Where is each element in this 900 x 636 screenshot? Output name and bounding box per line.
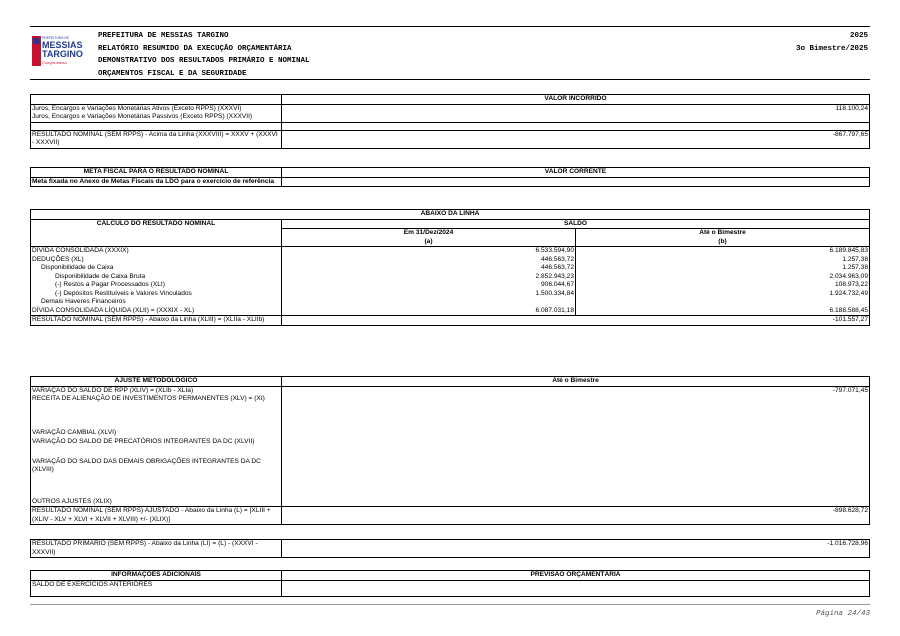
table-valor-incorrido (30, 94, 870, 149)
table-row: Disponibilidade de Caixa Bruta 2.852.943,23 2.034.963,09 (31, 273, 870, 282)
col-header-valor-incorrido: VALOR INCORRIDO (282, 95, 870, 105)
col-header-previsao: PREVISÃO ORÇAMENTÁRIA (282, 571, 870, 581)
table-row: (-) Depósitos Restituíveis e Valores Vinculados 1.500.334,84 1.924.732,49 (31, 290, 870, 299)
header-period-block (796, 30, 868, 55)
report-year: 2025 (849, 32, 868, 40)
table-abaixo-da-linha (30, 209, 870, 326)
table-informacoes-adicionais (30, 570, 870, 597)
total-row: RESULTADO PRIMÁRIO (SEM RPPS) - Abaixo da Linha (LI) = (L) - (XXXVI - XXXVII) -1.016.728,96 (32, 540, 868, 556)
report-period: 3o Bimestre/2025 (795, 44, 868, 53)
table-row: DEDUÇÕES (XL) 446.563,72 1.257,38 (32, 255, 868, 263)
table-row: RECEITA DE ALIENAÇÃO DE INVESTIMENTOS PERMANENTES (XLV) = (XI) (31, 395, 870, 429)
col-header-dez-2024: Em 31/Dez/2024 (a) (282, 229, 576, 247)
svg-text:PREFEITURA DE: PREFEITURA DE (42, 36, 69, 40)
municipality-name: PREFEITURA DE MESSIAS TARGINO (98, 32, 229, 40)
table-row: Juros, Encargos e Variações Monetárias Passivos (Exceto RPPS) (XXXVII) (31, 113, 870, 122)
svg-text:Compromisso: Compromisso (42, 60, 67, 65)
col-header-ate-bimestre-2: Até o Bimestre (282, 377, 870, 387)
col-header-valor-corrente: VALOR CORRENTE (282, 168, 870, 178)
total-row: RESULTADO NOMINAL (SEM RPPS) - Abaixo da Linha (XLIII) = (XLIIa - XLIIb) -101.557,27 (32, 316, 868, 323)
table-row: VARIAÇÃO DO SALDO DE PRECATÓRIOS INTEGRANTES DA DC (XLVII) (31, 438, 870, 458)
table-row: VARIAÇÃO CAMBIAL (XLVI) (31, 429, 870, 438)
section-title-abaixo: ABAIXO DA LINHA (31, 210, 870, 220)
table-row: (-) Restos a Pagar Processados (XLI) 906.044,67 108.973,22 (31, 281, 870, 290)
table-row: Meta fixada no Anexo de Metas Fiscais da LDO para o exercício de referência (31, 177, 870, 187)
col-header-saldo: SALDO (282, 219, 870, 229)
report-subtitle: DEMONSTRATIVO DOS RESULTADOS PRIMÁRIO E NOMINAL (98, 57, 310, 65)
header-title-block (98, 30, 310, 80)
col-header-meta-fiscal: META FISCAL PARA O RESULTADO NOMINAL (31, 168, 282, 178)
municipality-logo (32, 32, 83, 72)
table-row: SALDO DE EXERCÍCIOS ANTERIORES (31, 580, 870, 596)
total-row: RESULTADO NOMINAL (SEM RPPS) AJUSTADO - Abaixo da Linha (L) = [XLIII + (XLIV - XLV + XLVI + XLVII + XLVIII) +/- (XLIX)] -898.628,72 (32, 507, 868, 523)
report-title: RELATÓRIO RESUMIDO DA EXECUÇÃO ORÇAMENTÁRIA (98, 44, 292, 53)
table-row: VARIAÇÃO DO SALDO DAS DEMAIS OBRIGAÇÕES INTEGRANTES DA DC (XLVIII) (31, 458, 870, 498)
page-number: Página 24/43 (815, 610, 870, 618)
col-header-ajuste: AJUSTE METODOLÓGICO (31, 377, 282, 387)
table-row: OUTROS AJUSTES (XLIX) (31, 498, 870, 507)
report-scope: ORÇAMENTOS FISCAL E DA SEGURIDADE (98, 69, 247, 78)
col-header-calculo: CÁLCULO DO RESULTADO NOMINAL (31, 219, 282, 247)
col-header-ate-bimestre: Até o Bimestre (b) (576, 229, 870, 247)
report-header (30, 26, 870, 80)
table-ajuste-metodologico (30, 376, 870, 525)
table-resultado-primario (30, 539, 870, 558)
svg-text:MESSIAS: MESSIAS (42, 40, 83, 50)
table-row: DÍVIDA CONSOLIDADA (XXXIX) 6.533.594,90 6.189.845,83 (32, 247, 868, 254)
col-header-info-adicionais: INFORMAÇÕES ADICIONAIS (31, 571, 282, 581)
table-row: Disponibilidade de Caixa 446.563,72 1.257,38 (31, 264, 870, 273)
table-row: Juros, Encargos e Variações Monetárias Ativos (Exceto RPPS) (XXXVI) 118.100,24 (32, 104, 868, 112)
table-meta-fiscal (30, 167, 870, 187)
table-row: VARIAÇÃO DO SALDO DE RPP (XLIV) = (XLIb - XLIa) -797.071,45 (32, 386, 868, 394)
table-row: Demais Haveres Financeiros (31, 298, 870, 307)
table-row: DÍVIDA CONSOLIDADA LÍQUIDA (XLII) = (XXXIX - XL) 6.087.031,18 6.188.588,45 (32, 306, 868, 314)
footer-divider (30, 604, 870, 605)
svg-text:TARGINO: TARGINO (42, 49, 83, 59)
total-row: RESULTADO NOMINAL (SEM RPPS) - Acima da Linha (XXXVIII) = XXXV + (XXXVI - XXXVII) -867.797,65 (32, 130, 868, 146)
